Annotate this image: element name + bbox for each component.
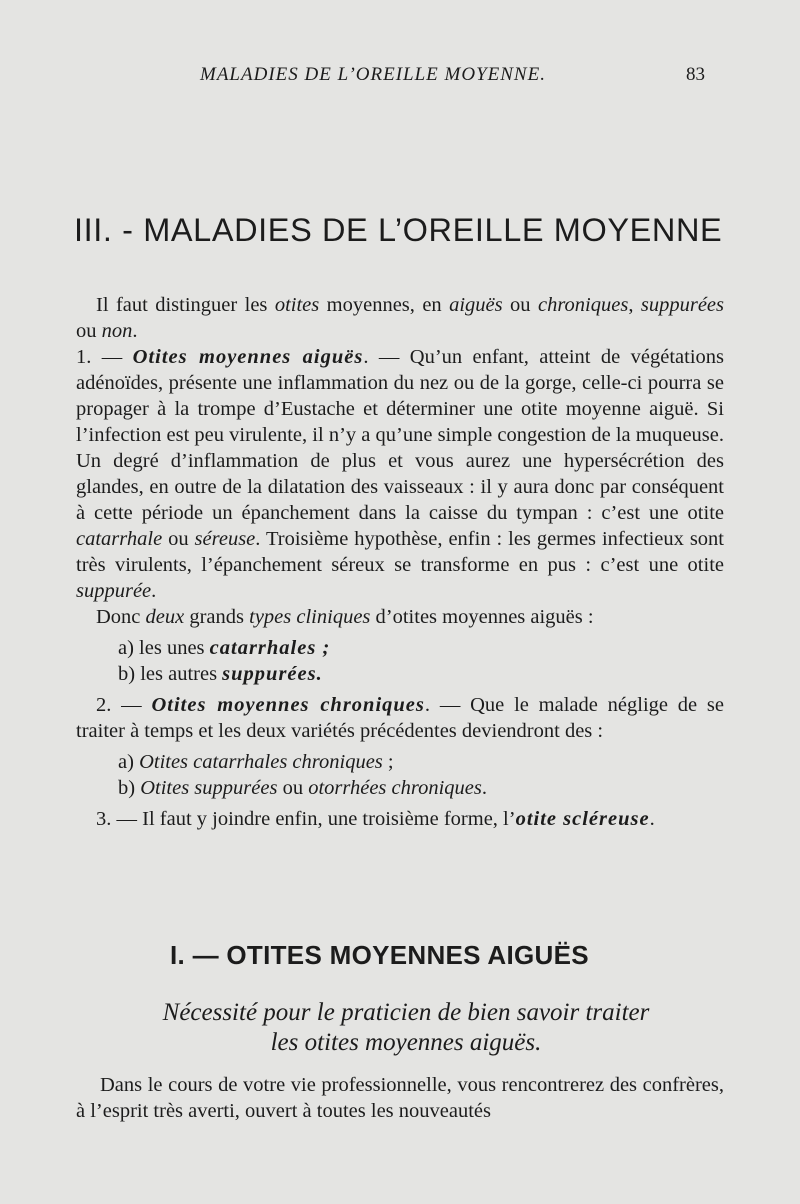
text-run: ou — [502, 294, 538, 316]
text-run: . — [151, 580, 157, 602]
text-run: ou — [76, 320, 102, 342]
text-run: Il faut distinguer les — [96, 294, 275, 316]
italic-term: chroniques — [537, 294, 629, 316]
text-run: b) les autres — [118, 663, 223, 685]
text-run: d’otites moyennes aiguës : — [370, 606, 594, 628]
italic-term: séreuse — [194, 528, 256, 550]
running-head: MALADIES DE L’OREILLE MOYENNE. — [200, 64, 546, 85]
chapter-title: III. - MALADIES DE L’OREILLE MOYENNE — [74, 212, 723, 248]
list-item-a — [118, 635, 724, 661]
section-subtitle — [96, 998, 716, 1058]
italic-term: catarrhale — [76, 528, 163, 550]
closing-paragraph: Dans le cours de votre vie professionnelle, vous rencontrerez des confrères, à l’esprit très averti, ouvert à toutes les nouveautés — [76, 1074, 724, 1122]
sclerotic-otitis-paragraph — [76, 806, 724, 832]
text-run: b) — [118, 777, 141, 799]
italic-term: suppurées — [640, 294, 725, 316]
intro-paragraph — [76, 292, 724, 344]
list-item-a — [118, 749, 724, 775]
chronic-otitis-paragraph — [76, 692, 724, 744]
run-in-heading: Otites moyennes aiguës — [132, 346, 364, 368]
item-number: 2. — — [96, 694, 152, 716]
list-item-b — [118, 775, 724, 801]
italic-term: suppurée — [76, 580, 152, 602]
italic-term: non — [101, 320, 133, 342]
italic-term: deux — [145, 606, 185, 628]
italic-term: Otites suppurées — [140, 777, 278, 799]
subtitle-line: Nécessité pour le praticien de bien savoir traiter — [162, 999, 650, 1026]
bold-term: otite scléreuse — [515, 808, 650, 830]
item-number: 1. — — [76, 346, 133, 368]
text-run: . — [649, 808, 655, 830]
acute-otitis-paragraph — [76, 344, 724, 604]
text-run: . — Qu’un enfant, atteint de végétations adénoïdes, présente une inflammation du nez ou de la gorge, celle-ci pourra se propager à la trompe d’Eustache et déterminer une otite moyenne aiguë. Si l’infection est peu virulente, il n’y a qu’une simple congestion de la muqueuse. Un degré d’inflammation de plus et vous aurez une hypersécrétion des glandes, en outre de la dilatation des vaisseaux : il y aura donc par conséquent à cette période un épanchement dans la caisse du tympan : c’est une otite — [76, 346, 724, 524]
body-text — [76, 292, 724, 832]
text-run: . Troisième hypothèse, enfin : les germes infectieux sont très virulents, l’épanchement séreux se transforme en pus : c’est une otite — [76, 528, 725, 576]
text-run: ; — [382, 751, 394, 773]
text-run: Donc — [96, 606, 146, 628]
text-run: . — Que le malade néglige de se traiter à temps et les deux variétés précédentes deviendront des : — [76, 694, 725, 742]
italic-term: aiguës — [449, 294, 503, 316]
page-number: 83 — [686, 64, 705, 85]
text-run: a) les unes — [118, 637, 210, 659]
text-run: . — [132, 320, 138, 342]
closing-text — [76, 1072, 724, 1124]
text-run: , — [628, 294, 641, 316]
text-run: moyennes, en — [319, 294, 450, 316]
italic-term: otites — [274, 294, 320, 316]
italic-term: otorrhées chroniques — [308, 777, 482, 799]
list-item-b — [118, 661, 724, 687]
text-run: 3. — Il faut y joindre enfin, une troisième forme, l’ — [96, 808, 516, 830]
text-run: ou — [277, 777, 309, 799]
italic-term: Otites catarrhales chroniques — [139, 751, 383, 773]
bold-term: suppurées. — [222, 663, 323, 685]
text-run: a) — [118, 751, 140, 773]
run-in-heading: Otites moyennes chroniques — [151, 694, 425, 716]
clinical-types-paragraph — [76, 604, 724, 630]
text-run: grands — [184, 606, 250, 628]
subtitle-line: les otites moyennes aiguës. — [270, 1029, 542, 1056]
text-run: . — [481, 777, 487, 799]
section-title: I. — OTITES MOYENNES AIGUËS — [170, 940, 589, 970]
text-run: ou — [162, 528, 195, 550]
bold-term: catarrhales ; — [209, 637, 331, 659]
italic-term: types cliniques — [249, 606, 371, 628]
